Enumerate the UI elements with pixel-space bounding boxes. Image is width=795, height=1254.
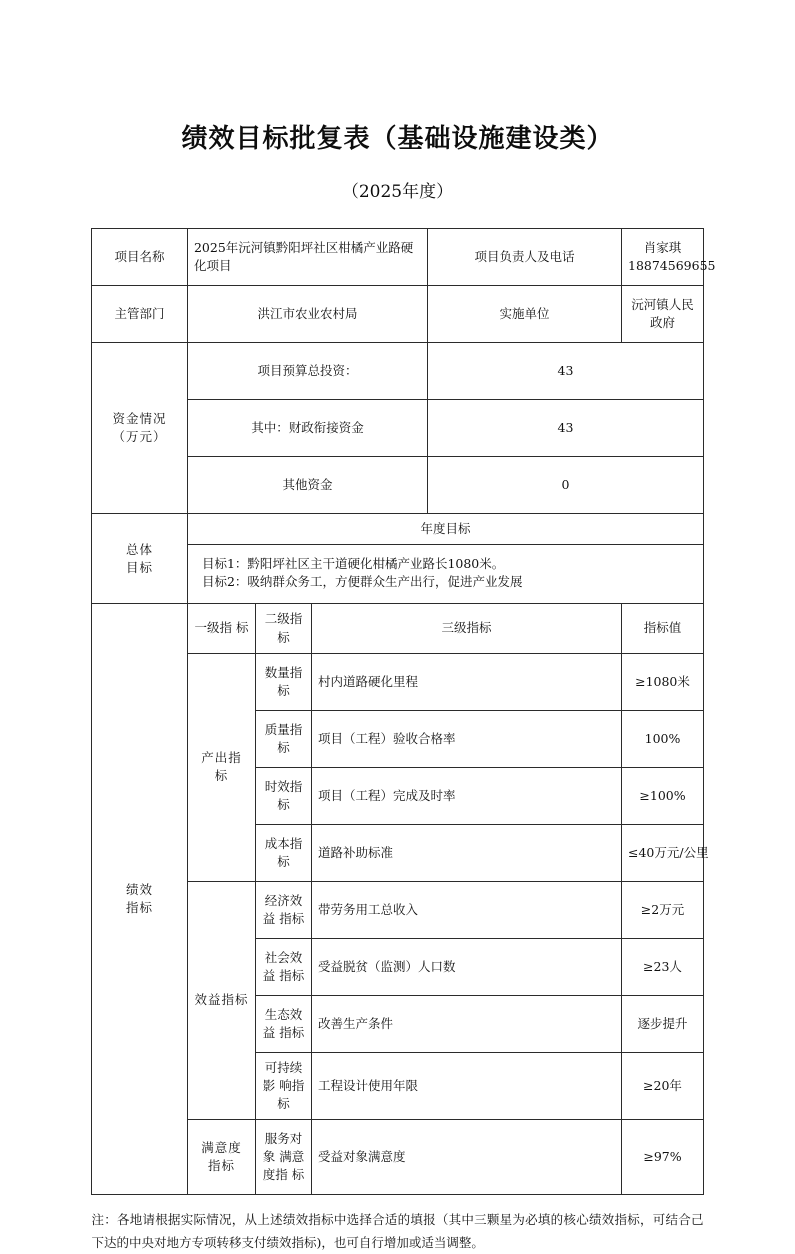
level3-indicator: 受益对象满意度 <box>311 1120 621 1195</box>
table-footnote: 注：各地请根据实际情况，从上述绩效指标中选择合适的填报（其中三颗星为必填的核心绩效指标，可结合己下达的中央对地方专项转移支付绩效指标)，也可自行增加或适当调整。 <box>91 1212 704 1250</box>
table-row-funds-1 <box>91 343 703 400</box>
level2-indicator-line2: 响指标 <box>277 1077 305 1111</box>
column-header-value: 指标值 <box>622 604 704 653</box>
table-row-annual-goal-header <box>91 514 703 545</box>
funds-label-line1: 资金情况 <box>112 410 167 426</box>
annual-goal-body <box>187 545 703 604</box>
unit-label: 实施单位 <box>427 286 621 343</box>
unit-value: 沅河镇人民政府 <box>622 286 704 343</box>
indicator-value: ≥1080米 <box>622 653 704 710</box>
goal-line-2: 目标2：吸纳群众务工，方便群众生产出行，促进产业发展 <box>201 574 523 590</box>
goal-line-1: 目标1：黔阳坪社区主干道硬化柑橘产业路长1080米。 <box>201 556 505 572</box>
annual-goal-header: 年度目标 <box>187 514 703 545</box>
funds-row-value: 43 <box>427 343 703 400</box>
indicator-value: ≥2万元 <box>622 881 704 938</box>
level2-indicator-line2: 指标 <box>279 910 305 926</box>
overall-goal-label-line2: 目标 <box>125 559 153 575</box>
group-label-satisfaction-line1: 满意度 <box>201 1139 242 1155</box>
level3-indicator: 村内道路硬化里程 <box>311 653 621 710</box>
funds-row-name: 项目预算总投资： <box>187 343 427 400</box>
overall-goal-label <box>91 514 187 604</box>
level2-indicator <box>255 938 311 995</box>
level2-indicator: 数量指标 <box>255 653 311 710</box>
level2-indicator: 时效指标 <box>255 767 311 824</box>
level2-indicator-line2: 满意度指 <box>262 1148 305 1183</box>
group-label-output-line1: 产出指 <box>201 750 242 765</box>
level3-indicator: 工程设计使用年限 <box>311 1052 621 1119</box>
group-label-output-line2: 标 <box>214 768 229 784</box>
level2-indicator: 质量指标 <box>255 710 311 767</box>
indicator-value: ≥23人 <box>622 938 704 995</box>
level2-indicator <box>255 995 311 1052</box>
group-label-output <box>187 653 255 881</box>
performance-indicator-label-line1: 绩效 <box>125 882 153 898</box>
indicator-value: ≥100% <box>622 767 704 824</box>
level3-indicator: 道路补助标准 <box>311 824 621 881</box>
level2-indicator-line1: 生态效益 <box>262 1006 303 1040</box>
indicator-value: 逐步提升 <box>622 995 704 1052</box>
manager-label: 项目负责人及电话 <box>427 229 621 286</box>
performance-target-table <box>91 228 716 1195</box>
table-row-department <box>91 286 703 343</box>
column-header-level1-line1: 一级指 <box>194 620 232 636</box>
project-name-label: 项目名称 <box>91 229 187 286</box>
group-label-benefit <box>187 881 255 1119</box>
column-header-level1-line2: 标 <box>235 620 249 636</box>
column-header-level2: 二级指标 <box>255 604 311 653</box>
level3-indicator: 受益脱贫（监测）人口数 <box>311 938 621 995</box>
level2-indicator-line1: 经济效益 <box>262 892 303 926</box>
table-row-project-name <box>91 229 703 286</box>
overall-goal-label-line1: 总体 <box>125 541 153 557</box>
group-label-satisfaction <box>187 1120 255 1195</box>
level2-indicator-line1: 可持续影 <box>262 1059 303 1093</box>
page-subtitle: （2025年度） <box>341 182 454 202</box>
group-label-satisfaction-line2: 指标 <box>207 1158 235 1173</box>
level2-indicator-line2: 指标 <box>279 1024 305 1040</box>
level2-indicator-line1: 社会效益 <box>262 949 303 983</box>
funds-row-name: 其中：财政衔接资金 <box>187 400 427 457</box>
project-name-value: 2025年沅河镇黔阳坪社区柑橘产业路硬化项目 <box>187 229 427 286</box>
level2-indicator <box>255 881 311 938</box>
department-label: 主管部门 <box>91 286 187 343</box>
indicator-value: ≥97% <box>622 1120 704 1195</box>
group-label-benefit-line1: 效益指标 <box>194 992 249 1008</box>
level3-indicator: 项目（工程）完成及时率 <box>311 767 621 824</box>
level2-indicator-line2: 指标 <box>279 967 305 983</box>
funds-row-value: 0 <box>427 457 703 514</box>
level3-indicator: 项目（工程）验收合格率 <box>311 710 621 767</box>
level2-indicator-line1: 服务对象 <box>262 1130 303 1164</box>
level2-indicator-line3: 标 <box>291 1167 305 1183</box>
column-header-level3: 三级指标 <box>311 604 621 653</box>
level2-indicator <box>255 1052 311 1119</box>
indicator-value: ≤40万元/公里 <box>622 824 704 881</box>
document-page <box>0 118 795 1250</box>
page-title: 绩效目标批复表（基础设施建设类） <box>181 124 614 154</box>
performance-indicator-label-line2: 指标 <box>125 900 153 916</box>
indicator-value: 100% <box>622 710 704 767</box>
funds-label <box>91 343 187 514</box>
column-header-level1 <box>187 604 255 653</box>
funds-row-value: 43 <box>427 400 703 457</box>
performance-indicator-label <box>91 604 187 1195</box>
funds-row-name: 其他资金 <box>187 457 427 514</box>
level3-indicator: 带劳务用工总收入 <box>311 881 621 938</box>
manager-value: 肖家琪18874569655 <box>622 229 704 286</box>
table-row-indicator-header <box>91 604 703 653</box>
level2-indicator: 成本指标 <box>255 824 311 881</box>
funds-label-line2: （万元） <box>112 429 167 444</box>
level2-indicator <box>255 1120 311 1195</box>
indicator-value: ≥20年 <box>622 1052 704 1119</box>
department-value: 洪江市农业农村局 <box>187 286 427 343</box>
level3-indicator: 改善生产条件 <box>311 995 621 1052</box>
